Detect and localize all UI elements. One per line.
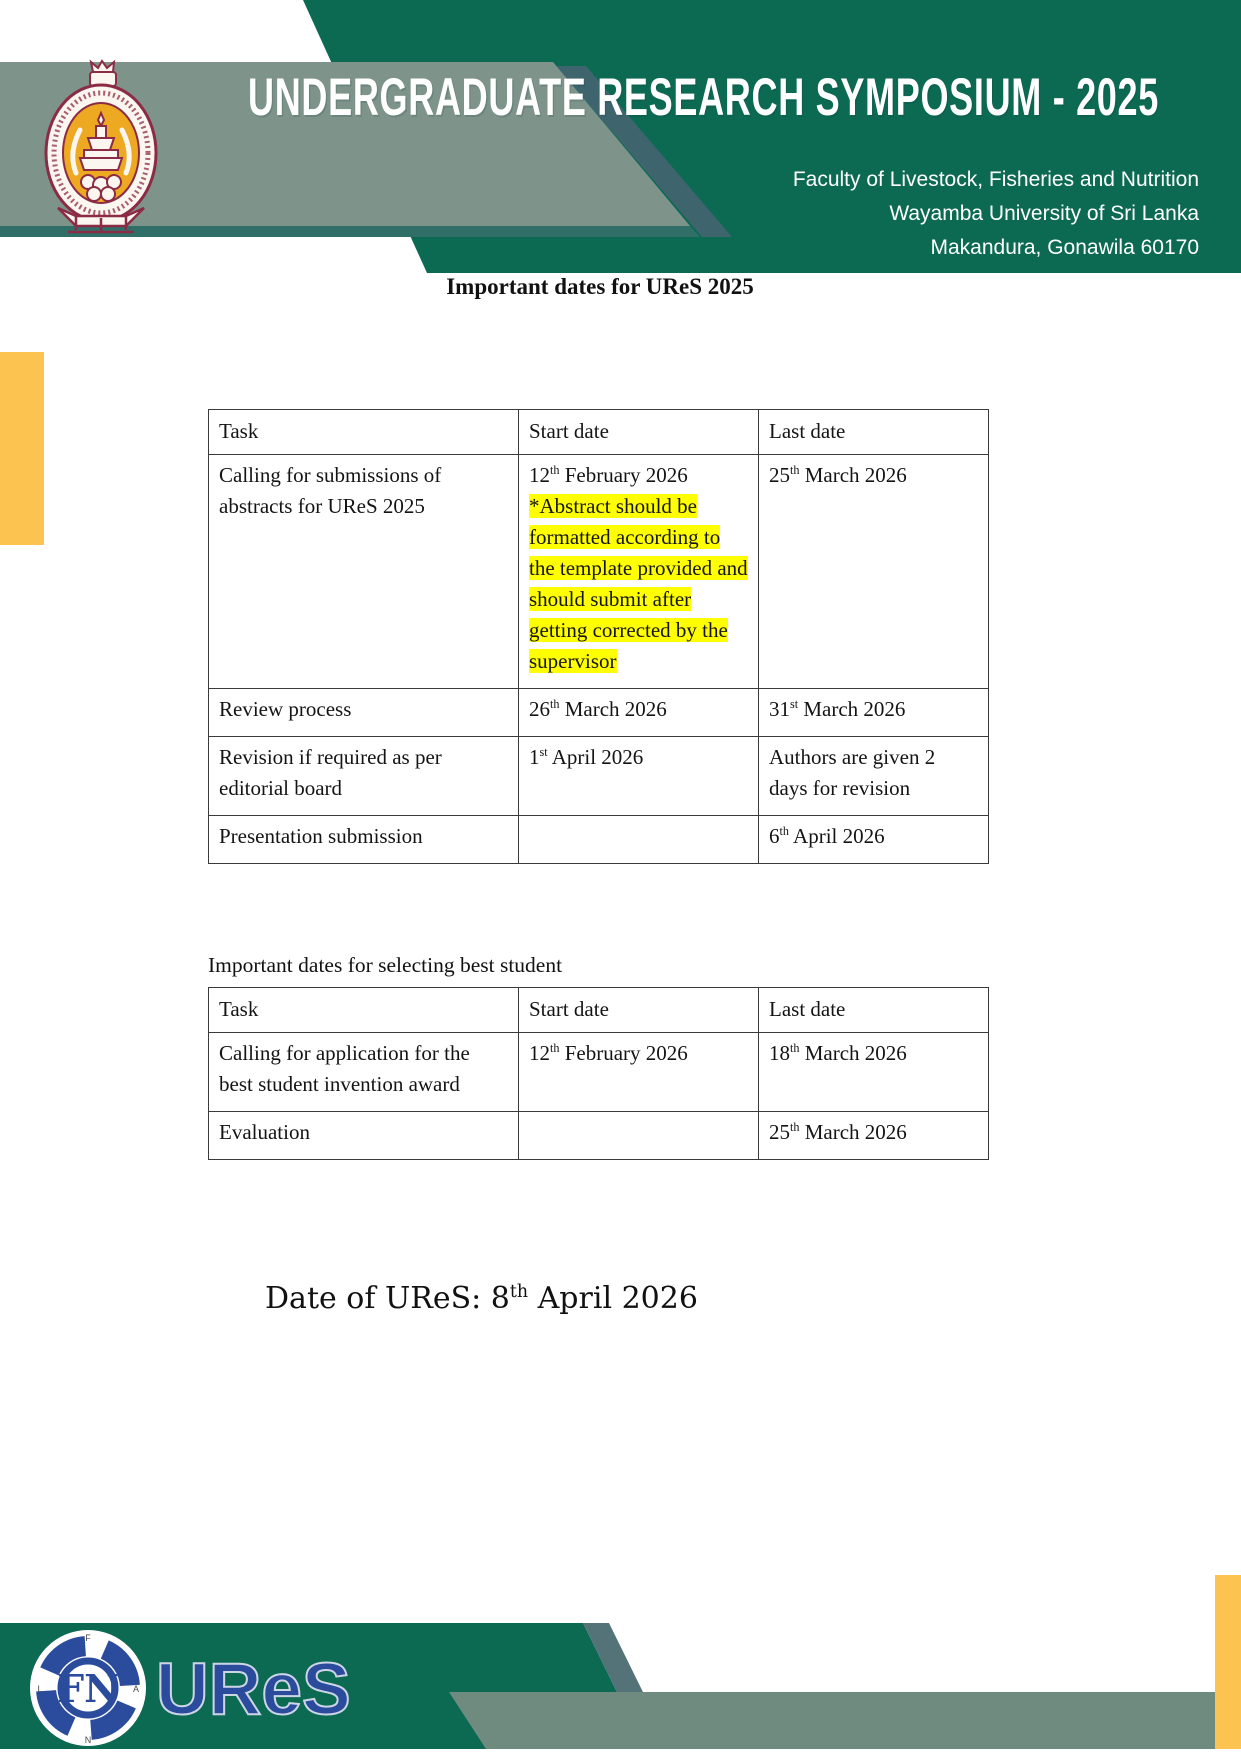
table-row bbox=[209, 737, 989, 816]
monogram-letter-bottom: N bbox=[84, 1735, 92, 1745]
table-cell bbox=[519, 1112, 759, 1160]
table-cell: Revision if required as per editorial board bbox=[209, 737, 519, 816]
university-line: Wayamba University of Sri Lanka bbox=[889, 202, 1199, 225]
table-row bbox=[209, 816, 989, 864]
ures-wordmark: UReS bbox=[156, 1649, 351, 1730]
column-header-start-date: Start date bbox=[519, 988, 759, 1033]
table-cell: Calling for submissions of abstracts for UReS 2025 bbox=[209, 455, 519, 689]
table-cell: 12th February 2026 bbox=[519, 1033, 759, 1112]
table-cell: Review process bbox=[209, 689, 519, 737]
table-cell: 18th March 2026 bbox=[759, 1033, 989, 1112]
table-cell: 25th March 2026 bbox=[759, 455, 989, 689]
table-cell: Evaluation bbox=[209, 1112, 519, 1160]
ures-dates-heading: Important dates for UReS 2025 bbox=[446, 274, 754, 299]
table-row bbox=[209, 1112, 989, 1160]
table-cell bbox=[519, 816, 759, 864]
symposium-title: UNDERGRADUATE RESEARCH SYMPOSIUM - 2025 bbox=[248, 68, 1159, 127]
column-header-last-date: Last date bbox=[759, 410, 989, 455]
table-cell: 31st March 2026 bbox=[759, 689, 989, 737]
monogram-letter-top: F bbox=[85, 1633, 91, 1643]
table-cell: Authors are given 2 days for revision bbox=[759, 737, 989, 816]
ures-dates-table bbox=[208, 409, 989, 864]
column-header-task: Task bbox=[209, 410, 519, 455]
address-line: Makandura, Gonawila 60170 bbox=[930, 236, 1199, 259]
left-orange-accent-bar bbox=[0, 352, 44, 545]
table-cell: Calling for application for the best student invention award bbox=[209, 1033, 519, 1112]
table-cell: 25th March 2026 bbox=[759, 1112, 989, 1160]
best-student-heading: Important dates for selecting best student bbox=[208, 953, 563, 977]
table-cell: 26th March 2026 bbox=[519, 689, 759, 737]
table-header-row bbox=[209, 988, 989, 1033]
column-header-start-date: Start date bbox=[519, 410, 759, 455]
monogram-letter-right: A bbox=[132, 1684, 140, 1694]
ures-monogram: FN bbox=[57, 1666, 119, 1711]
column-header-last-date: Last date bbox=[759, 988, 989, 1033]
ures-lifebuoy-logo-icon bbox=[28, 1628, 148, 1748]
monogram-letter-left: L bbox=[37, 1684, 43, 1694]
faculty-line: Faculty of Livestock, Fisheries and Nutrition bbox=[792, 168, 1199, 191]
header-address-block bbox=[793, 163, 1199, 265]
university-crest-icon bbox=[38, 58, 164, 235]
right-orange-accent-bar bbox=[1215, 1575, 1241, 1749]
column-header-task: Task bbox=[209, 988, 519, 1033]
table-cell: 6th April 2026 bbox=[759, 816, 989, 864]
table-cell: Presentation submission bbox=[209, 816, 519, 864]
table-row bbox=[209, 455, 989, 689]
best-student-table bbox=[208, 987, 989, 1160]
table-header-row bbox=[209, 410, 989, 455]
highlighted-note: *Abstract should be formatted according to the template provided and should submit after getting corrected by the supervisor bbox=[529, 494, 748, 673]
table-cell: 12th February 2026 *Abstract should be formatted according to the template provided and should submit after getting corrected by the supervisor bbox=[519, 455, 759, 689]
table-row bbox=[209, 1033, 989, 1112]
date-of-ures-line: Date of UReS: 8th April 2026 bbox=[265, 1281, 698, 1316]
table-cell: 1st April 2026 bbox=[519, 737, 759, 816]
table-row bbox=[209, 689, 989, 737]
